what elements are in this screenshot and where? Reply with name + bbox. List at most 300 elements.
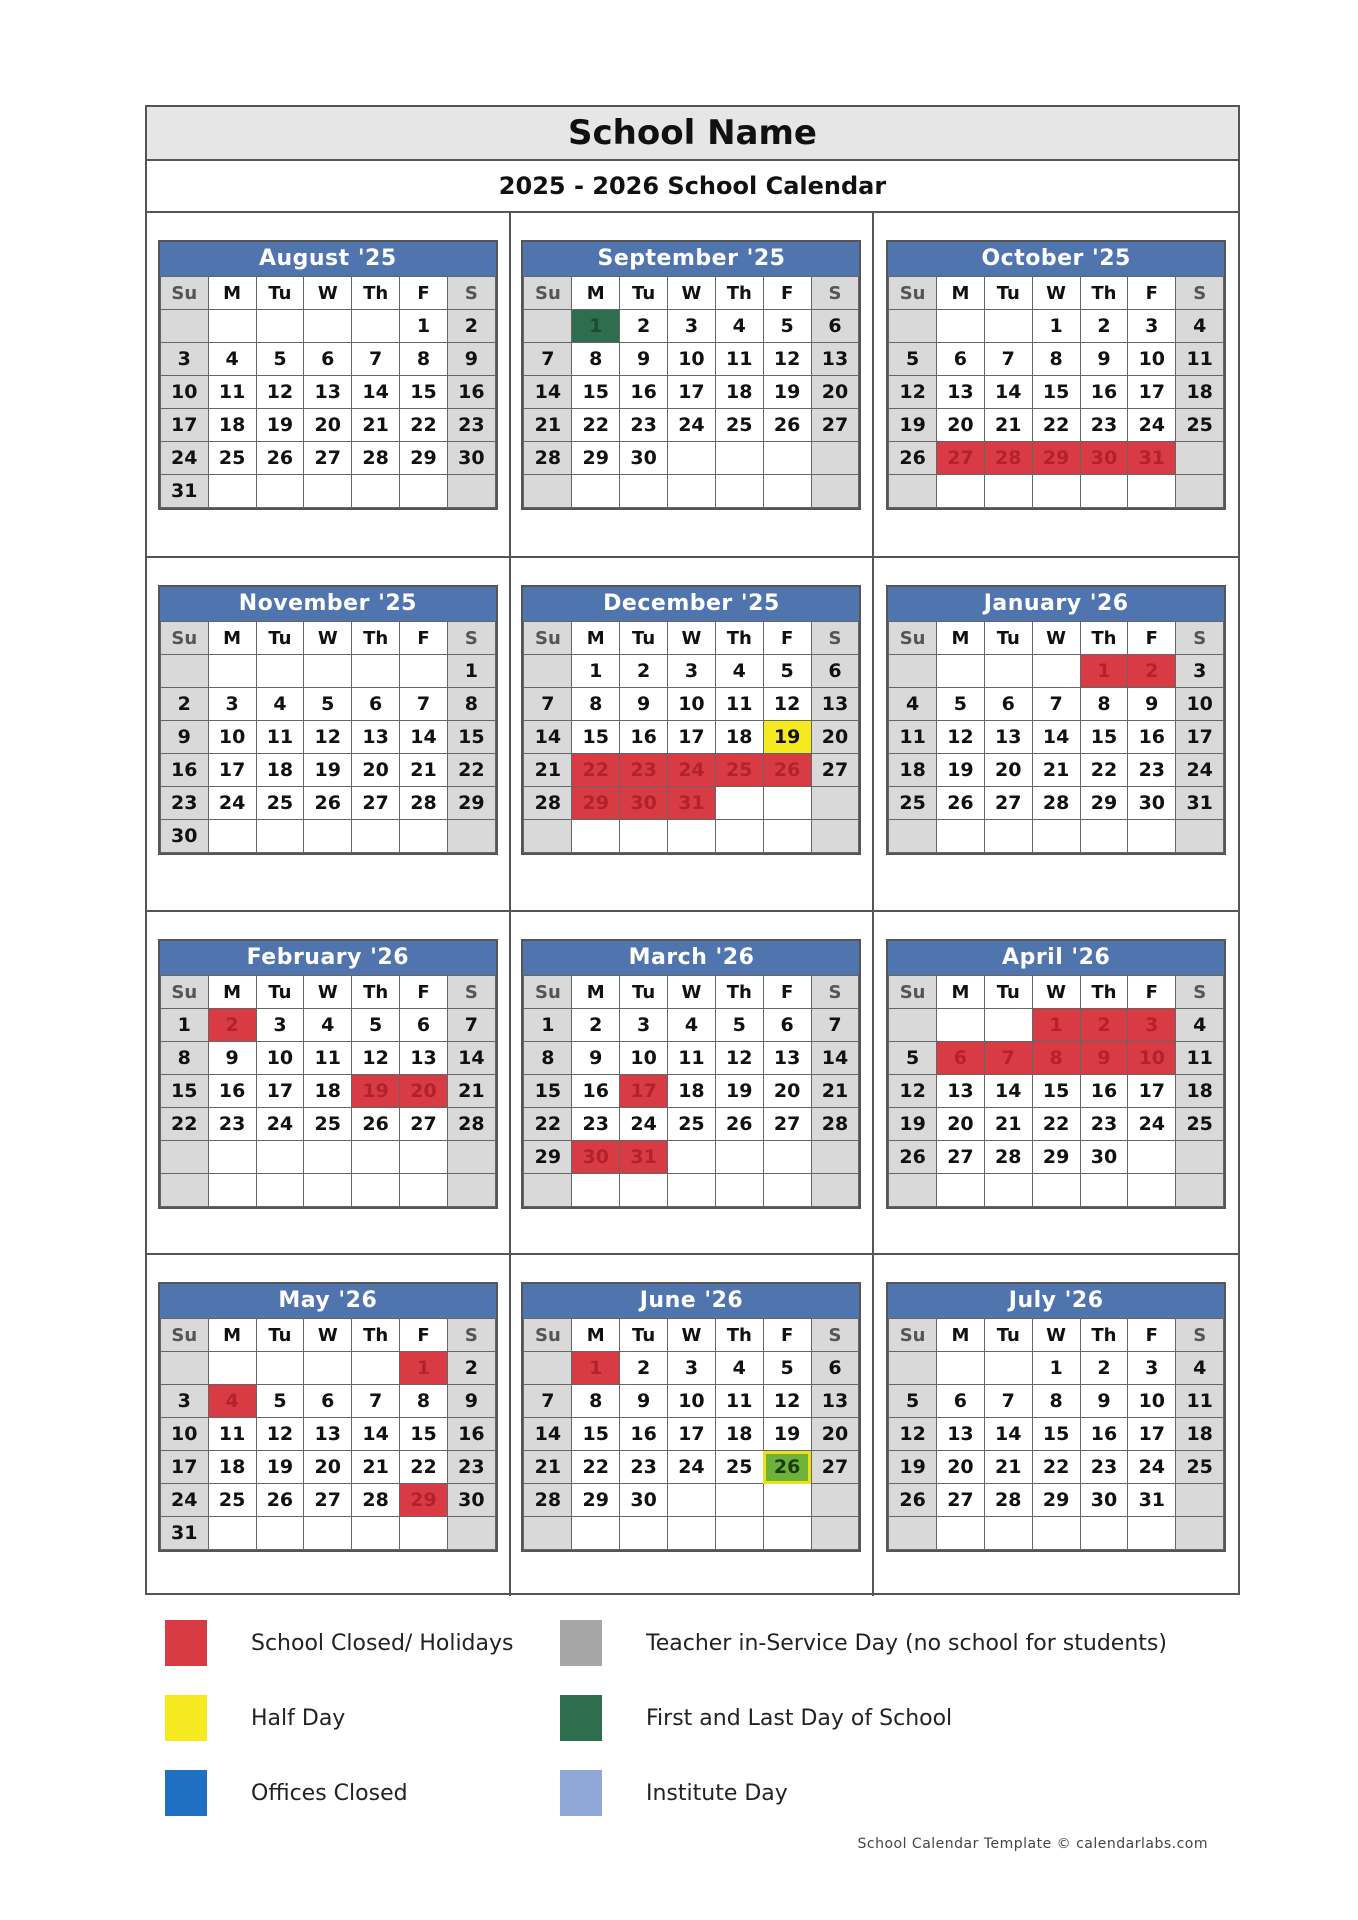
day-cell: 7 xyxy=(524,688,572,721)
legend-label: First and Last Day of School xyxy=(646,1705,953,1731)
month-title: May '26 xyxy=(160,1284,496,1318)
day-cell: 18 xyxy=(715,1418,763,1451)
day-cell: 28 xyxy=(400,787,448,820)
day-cell: 25 xyxy=(1176,1451,1224,1484)
empty-day-cell xyxy=(984,310,1032,343)
day-cell: 13 xyxy=(937,376,985,409)
day-cell: 17 xyxy=(256,1075,304,1108)
month-cell xyxy=(511,1255,875,1596)
empty-day-cell xyxy=(352,820,400,853)
month-title: December '25 xyxy=(523,587,859,621)
empty-day-cell xyxy=(763,1174,811,1207)
empty-day-cell xyxy=(160,1174,208,1207)
empty-day-cell xyxy=(572,475,620,508)
day-cell-highlighted: 2 xyxy=(208,1009,256,1042)
day-cell: 24 xyxy=(160,1484,208,1517)
day-cell: 7 xyxy=(447,1009,495,1042)
day-cell: 4 xyxy=(889,688,937,721)
empty-day-cell xyxy=(208,820,256,853)
day-cell: 10 xyxy=(1128,1385,1176,1418)
empty-day-cell xyxy=(715,1141,763,1174)
day-cell: 10 xyxy=(1128,343,1176,376)
day-cell: 25 xyxy=(889,787,937,820)
month-calendar xyxy=(521,240,861,510)
day-cell: 27 xyxy=(811,1451,859,1484)
empty-day-cell xyxy=(811,475,859,508)
day-cell: 19 xyxy=(889,1108,937,1141)
weekday-label: F xyxy=(400,976,448,1009)
day-cell-highlighted: 22 xyxy=(572,754,620,787)
month-title: January '26 xyxy=(888,587,1224,621)
empty-day-cell xyxy=(572,1517,620,1550)
day-cell: 14 xyxy=(447,1042,495,1075)
day-cell: 6 xyxy=(763,1009,811,1042)
empty-day-cell xyxy=(304,820,352,853)
day-cell: 24 xyxy=(668,1451,716,1484)
day-cell: 19 xyxy=(889,1451,937,1484)
green-swatch-icon xyxy=(560,1695,602,1741)
day-cell: 26 xyxy=(889,442,937,475)
empty-day-cell xyxy=(1128,1174,1176,1207)
day-cell: 31 xyxy=(160,475,208,508)
empty-day-cell xyxy=(524,1352,572,1385)
day-cell: 11 xyxy=(715,688,763,721)
day-cell-highlighted: 31 xyxy=(1128,442,1176,475)
weekday-label: Tu xyxy=(256,622,304,655)
month-calendar xyxy=(886,585,1226,855)
weekday-label: W xyxy=(304,1319,352,1352)
day-cell: 8 xyxy=(400,343,448,376)
empty-day-cell xyxy=(208,655,256,688)
empty-day-cell xyxy=(572,1174,620,1207)
day-cell: 14 xyxy=(524,376,572,409)
day-cell: 21 xyxy=(352,1451,400,1484)
empty-day-cell xyxy=(1176,1517,1224,1550)
empty-day-cell xyxy=(400,1141,448,1174)
day-cell: 25 xyxy=(256,787,304,820)
month-cell xyxy=(874,1255,1238,1596)
empty-day-cell xyxy=(811,820,859,853)
day-cell: 10 xyxy=(160,1418,208,1451)
empty-day-cell xyxy=(937,1352,985,1385)
weekday-label: S xyxy=(811,277,859,310)
day-cell: 9 xyxy=(447,1385,495,1418)
weekday-label: Th xyxy=(1080,622,1128,655)
empty-day-cell xyxy=(1128,820,1176,853)
empty-day-cell xyxy=(620,1517,668,1550)
months-grid xyxy=(147,213,1238,1596)
weekday-label: S xyxy=(811,976,859,1009)
day-cell: 16 xyxy=(1080,1075,1128,1108)
day-cell: 13 xyxy=(763,1042,811,1075)
empty-day-cell xyxy=(524,310,572,343)
month-title: July '26 xyxy=(888,1284,1224,1318)
weekday-label: Tu xyxy=(984,277,1032,310)
day-cell: 9 xyxy=(160,721,208,754)
day-grid xyxy=(888,276,1224,508)
weekday-label: M xyxy=(208,1319,256,1352)
empty-day-cell xyxy=(524,820,572,853)
day-cell: 7 xyxy=(352,1385,400,1418)
empty-day-cell xyxy=(1128,1141,1176,1174)
weekday-label: Th xyxy=(352,277,400,310)
day-cell: 28 xyxy=(1032,787,1080,820)
day-cell: 15 xyxy=(447,721,495,754)
day-cell: 3 xyxy=(1128,1352,1176,1385)
empty-day-cell xyxy=(447,1141,495,1174)
empty-day-cell xyxy=(715,787,763,820)
day-cell: 2 xyxy=(447,1352,495,1385)
day-cell: 4 xyxy=(1176,1009,1224,1042)
empty-day-cell xyxy=(447,1174,495,1207)
day-cell: 22 xyxy=(1032,1108,1080,1141)
day-cell: 17 xyxy=(668,721,716,754)
weekday-label: Th xyxy=(715,277,763,310)
day-cell: 19 xyxy=(937,754,985,787)
day-cell: 11 xyxy=(715,1385,763,1418)
day-cell: 11 xyxy=(208,376,256,409)
empty-day-cell xyxy=(256,655,304,688)
day-cell: 8 xyxy=(572,343,620,376)
empty-day-cell xyxy=(811,442,859,475)
day-cell: 16 xyxy=(572,1075,620,1108)
empty-day-cell xyxy=(937,475,985,508)
day-cell: 9 xyxy=(620,688,668,721)
day-cell: 27 xyxy=(937,1484,985,1517)
day-cell: 31 xyxy=(1176,787,1224,820)
day-cell: 15 xyxy=(160,1075,208,1108)
day-cell-highlighted: 6 xyxy=(937,1042,985,1075)
weekday-label: S xyxy=(447,1319,495,1352)
day-cell: 26 xyxy=(256,1484,304,1517)
day-cell: 15 xyxy=(1032,1075,1080,1108)
day-cell: 30 xyxy=(620,1484,668,1517)
weekday-label: Th xyxy=(715,1319,763,1352)
day-cell: 7 xyxy=(811,1009,859,1042)
day-cell: 20 xyxy=(984,754,1032,787)
weekday-label: Tu xyxy=(256,976,304,1009)
day-cell: 13 xyxy=(304,376,352,409)
day-cell: 4 xyxy=(256,688,304,721)
weekday-label: Tu xyxy=(984,622,1032,655)
day-cell: 6 xyxy=(811,310,859,343)
day-cell: 8 xyxy=(400,1385,448,1418)
day-cell: 21 xyxy=(352,409,400,442)
month-calendar xyxy=(521,585,861,855)
empty-day-cell xyxy=(304,1141,352,1174)
day-grid xyxy=(523,276,859,508)
weekday-label: F xyxy=(1128,622,1176,655)
day-cell-highlighted: 1 xyxy=(400,1352,448,1385)
day-cell-highlighted: 31 xyxy=(620,1141,668,1174)
day-cell: 12 xyxy=(763,1385,811,1418)
day-cell: 8 xyxy=(1032,343,1080,376)
day-cell: 15 xyxy=(400,1418,448,1451)
day-cell: 23 xyxy=(208,1108,256,1141)
empty-day-cell xyxy=(668,1517,716,1550)
day-cell: 6 xyxy=(811,1352,859,1385)
month-cell xyxy=(147,213,511,558)
weekday-label: M xyxy=(937,1319,985,1352)
empty-day-cell xyxy=(256,475,304,508)
day-cell: 6 xyxy=(304,343,352,376)
empty-day-cell xyxy=(889,1009,937,1042)
day-cell: 7 xyxy=(400,688,448,721)
empty-day-cell xyxy=(256,820,304,853)
weekday-label: F xyxy=(763,622,811,655)
month-title: February '26 xyxy=(160,941,496,975)
day-cell-highlighted: 2 xyxy=(1128,655,1176,688)
day-cell: 3 xyxy=(1176,655,1224,688)
day-cell: 3 xyxy=(208,688,256,721)
month-title: June '26 xyxy=(523,1284,859,1318)
empty-day-cell xyxy=(352,655,400,688)
day-cell: 17 xyxy=(668,1418,716,1451)
legend-item xyxy=(560,1770,788,1816)
day-cell: 17 xyxy=(668,376,716,409)
weekday-label: Su xyxy=(524,976,572,1009)
weekday-label: F xyxy=(1128,976,1176,1009)
weekday-label: Th xyxy=(1080,277,1128,310)
empty-day-cell xyxy=(620,820,668,853)
day-cell: 3 xyxy=(256,1009,304,1042)
day-cell: 28 xyxy=(352,442,400,475)
empty-day-cell xyxy=(208,1174,256,1207)
empty-day-cell xyxy=(352,1174,400,1207)
calendar-frame xyxy=(145,105,1240,1595)
weekday-label: W xyxy=(304,976,352,1009)
empty-day-cell xyxy=(889,655,937,688)
empty-day-cell xyxy=(256,1352,304,1385)
weekday-label: M xyxy=(208,976,256,1009)
day-grid xyxy=(888,975,1224,1207)
weekday-label: W xyxy=(304,277,352,310)
day-cell: 5 xyxy=(715,1009,763,1042)
empty-day-cell xyxy=(352,310,400,343)
weekday-label: M xyxy=(208,622,256,655)
empty-day-cell xyxy=(352,475,400,508)
weekday-label: W xyxy=(668,277,716,310)
day-cell: 29 xyxy=(572,1484,620,1517)
day-cell: 10 xyxy=(208,721,256,754)
day-cell: 6 xyxy=(304,1385,352,1418)
empty-day-cell xyxy=(937,655,985,688)
school-name: School Name xyxy=(147,107,1238,161)
day-cell: 20 xyxy=(304,409,352,442)
day-cell: 13 xyxy=(811,343,859,376)
empty-day-cell xyxy=(352,1517,400,1550)
empty-day-cell xyxy=(763,1141,811,1174)
weekday-label: M xyxy=(937,277,985,310)
day-cell: 26 xyxy=(352,1108,400,1141)
day-cell: 1 xyxy=(1032,310,1080,343)
day-cell-highlighted: 27 xyxy=(937,442,985,475)
empty-day-cell xyxy=(715,442,763,475)
day-cell: 14 xyxy=(984,376,1032,409)
day-cell: 31 xyxy=(160,1517,208,1550)
month-cell xyxy=(874,558,1238,912)
weekday-label: Th xyxy=(352,976,400,1009)
day-cell-highlighted: 29 xyxy=(1032,442,1080,475)
day-cell: 7 xyxy=(1032,688,1080,721)
day-cell: 5 xyxy=(763,1352,811,1385)
weekday-label: F xyxy=(763,976,811,1009)
day-cell: 26 xyxy=(715,1108,763,1141)
day-cell: 14 xyxy=(984,1418,1032,1451)
weekday-label: S xyxy=(447,277,495,310)
empty-day-cell xyxy=(763,475,811,508)
day-cell: 30 xyxy=(447,442,495,475)
empty-day-cell xyxy=(811,1517,859,1550)
day-cell-highlighted: 19 xyxy=(352,1075,400,1108)
weekday-label: F xyxy=(763,1319,811,1352)
day-cell: 13 xyxy=(304,1418,352,1451)
day-cell-highlighted: 30 xyxy=(572,1141,620,1174)
day-cell: 14 xyxy=(352,1418,400,1451)
day-cell: 11 xyxy=(1176,343,1224,376)
month-title: November '25 xyxy=(160,587,496,621)
day-cell: 11 xyxy=(889,721,937,754)
empty-day-cell xyxy=(889,820,937,853)
day-cell: 15 xyxy=(1032,1418,1080,1451)
weekday-label: W xyxy=(1032,622,1080,655)
day-cell-highlighted: 10 xyxy=(1128,1042,1176,1075)
empty-day-cell xyxy=(400,475,448,508)
day-cell: 23 xyxy=(447,409,495,442)
day-cell: 22 xyxy=(447,754,495,787)
weekday-label: W xyxy=(668,976,716,1009)
day-cell: 30 xyxy=(1080,1141,1128,1174)
weekday-label: Tu xyxy=(620,622,668,655)
day-cell: 6 xyxy=(400,1009,448,1042)
day-cell: 16 xyxy=(620,376,668,409)
day-cell: 18 xyxy=(1176,376,1224,409)
day-cell-highlighted: 9 xyxy=(1080,1042,1128,1075)
day-cell-highlighted: 23 xyxy=(620,754,668,787)
day-cell: 1 xyxy=(160,1009,208,1042)
day-cell: 30 xyxy=(620,442,668,475)
month-calendar xyxy=(158,240,498,510)
day-cell: 18 xyxy=(304,1075,352,1108)
day-cell: 4 xyxy=(668,1009,716,1042)
day-cell-highlighted: 25 xyxy=(715,754,763,787)
day-cell: 14 xyxy=(352,376,400,409)
day-cell: 11 xyxy=(208,1418,256,1451)
month-cell xyxy=(147,1255,511,1596)
day-cell: 20 xyxy=(304,1451,352,1484)
legend-label: School Closed/ Holidays xyxy=(251,1630,514,1656)
legend-item xyxy=(165,1770,408,1816)
day-cell: 22 xyxy=(400,1451,448,1484)
day-cell: 9 xyxy=(620,343,668,376)
day-cell-highlighted: 19 xyxy=(763,721,811,754)
day-cell: 29 xyxy=(1080,787,1128,820)
day-cell: 21 xyxy=(524,754,572,787)
day-cell: 20 xyxy=(811,376,859,409)
empty-day-cell xyxy=(937,1009,985,1042)
weekday-label: Su xyxy=(889,277,937,310)
empty-day-cell xyxy=(984,655,1032,688)
day-cell: 21 xyxy=(984,409,1032,442)
day-cell: 12 xyxy=(352,1042,400,1075)
day-cell: 15 xyxy=(400,376,448,409)
day-cell: 2 xyxy=(1080,1352,1128,1385)
day-cell: 21 xyxy=(1032,754,1080,787)
day-cell: 5 xyxy=(256,343,304,376)
empty-day-cell xyxy=(984,1009,1032,1042)
day-cell: 11 xyxy=(256,721,304,754)
month-calendar xyxy=(158,939,498,1209)
empty-day-cell xyxy=(572,820,620,853)
empty-day-cell xyxy=(1176,1141,1224,1174)
day-cell-highlighted: 24 xyxy=(668,754,716,787)
day-cell: 23 xyxy=(1080,409,1128,442)
day-cell: 24 xyxy=(1128,409,1176,442)
weekday-label: M xyxy=(572,622,620,655)
month-title: March '26 xyxy=(523,941,859,975)
day-cell: 21 xyxy=(447,1075,495,1108)
day-cell: 16 xyxy=(447,1418,495,1451)
month-cell xyxy=(511,558,875,912)
day-cell: 11 xyxy=(715,343,763,376)
day-cell: 28 xyxy=(524,1484,572,1517)
day-cell: 24 xyxy=(668,409,716,442)
calendar-title: 2025 - 2026 School Calendar xyxy=(147,161,1238,213)
day-cell: 23 xyxy=(160,787,208,820)
empty-day-cell xyxy=(1080,1517,1128,1550)
empty-day-cell xyxy=(447,820,495,853)
weekday-label: Tu xyxy=(256,277,304,310)
empty-day-cell xyxy=(889,1517,937,1550)
weekday-label: Su xyxy=(160,622,208,655)
day-cell-highlighted: 30 xyxy=(620,787,668,820)
empty-day-cell xyxy=(256,1517,304,1550)
empty-day-cell xyxy=(668,1174,716,1207)
empty-day-cell xyxy=(620,1174,668,1207)
day-cell: 29 xyxy=(1032,1484,1080,1517)
empty-day-cell xyxy=(715,1174,763,1207)
day-cell: 8 xyxy=(160,1042,208,1075)
day-cell: 4 xyxy=(715,1352,763,1385)
day-cell: 5 xyxy=(352,1009,400,1042)
day-cell: 28 xyxy=(447,1108,495,1141)
day-cell: 9 xyxy=(620,1385,668,1418)
day-cell: 22 xyxy=(1080,754,1128,787)
day-cell: 7 xyxy=(352,343,400,376)
weekday-label: F xyxy=(400,277,448,310)
day-cell: 18 xyxy=(715,721,763,754)
day-cell: 11 xyxy=(1176,1042,1224,1075)
empty-day-cell xyxy=(763,442,811,475)
day-cell: 9 xyxy=(1080,1385,1128,1418)
weekday-label: S xyxy=(447,976,495,1009)
day-cell: 17 xyxy=(208,754,256,787)
day-cell: 12 xyxy=(889,1418,937,1451)
empty-day-cell xyxy=(400,1517,448,1550)
day-grid xyxy=(160,621,496,853)
weekday-label: W xyxy=(668,622,716,655)
day-cell: 12 xyxy=(304,721,352,754)
day-cell: 20 xyxy=(352,754,400,787)
day-cell: 23 xyxy=(1080,1108,1128,1141)
weekday-label: Su xyxy=(524,277,572,310)
day-cell: 8 xyxy=(524,1042,572,1075)
empty-day-cell xyxy=(937,310,985,343)
day-cell: 23 xyxy=(620,409,668,442)
day-cell: 22 xyxy=(572,409,620,442)
empty-day-cell xyxy=(811,787,859,820)
day-cell: 19 xyxy=(763,1418,811,1451)
